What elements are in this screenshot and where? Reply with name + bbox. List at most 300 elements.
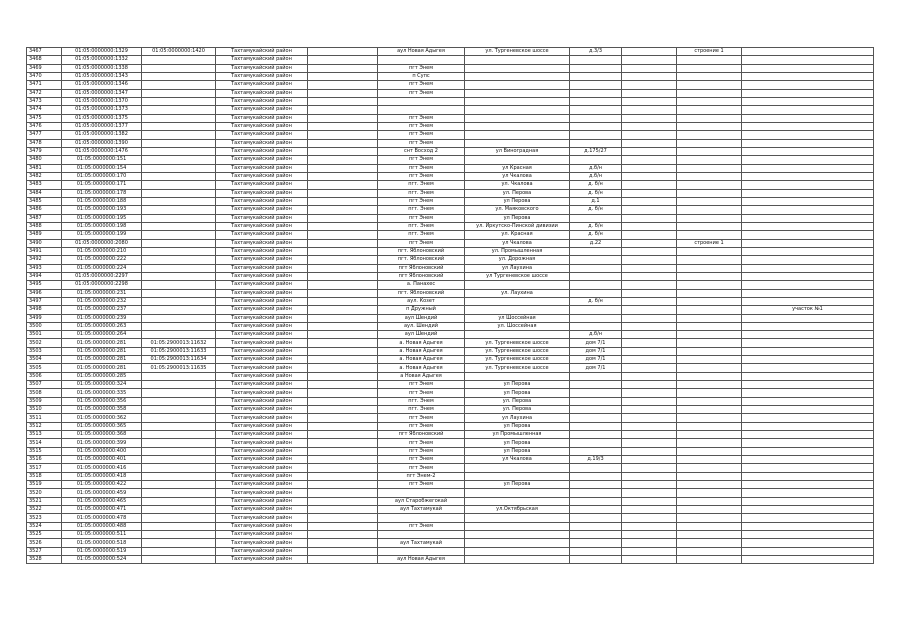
street-cell: ул. Шоссейная	[465, 322, 570, 330]
blank-cell	[622, 189, 677, 197]
row-number-cell: 3468	[27, 56, 62, 64]
street-cell: ул. Иркутско-Пинской дивизии	[465, 222, 570, 230]
cadastral-number-cell: 01:05:0000000:1382	[62, 131, 142, 139]
note-cell	[742, 481, 874, 489]
district-cell: Тахтамукайский район	[216, 64, 308, 72]
table-row	[27, 206, 874, 214]
cadastral-number-cell: 01:05:0000000:416	[62, 464, 142, 472]
row-number-cell: 3516	[27, 456, 62, 464]
settlement-cell: пгт. Яблоновский	[378, 289, 465, 297]
building-cell	[677, 339, 742, 347]
linked-number-cell	[142, 431, 216, 439]
linked-number-cell: 01:05:2900013:11632	[142, 339, 216, 347]
note-cell	[742, 539, 874, 547]
blank-cell	[622, 89, 677, 97]
settlement-cell: снт Восход 2	[378, 147, 465, 155]
house-cell	[570, 264, 622, 272]
house-cell: д. б/н	[570, 189, 622, 197]
linked-number-cell	[142, 331, 216, 339]
blank-cell	[622, 372, 677, 380]
house-cell	[570, 522, 622, 530]
blank-cell	[308, 414, 378, 422]
table-row	[27, 547, 874, 555]
note-cell	[742, 364, 874, 372]
table-row	[27, 431, 874, 439]
table-row	[27, 114, 874, 122]
blank-cell	[308, 281, 378, 289]
linked-number-cell: 01:05:2900013:11635	[142, 364, 216, 372]
settlement-cell: п Супс	[378, 72, 465, 80]
building-cell	[677, 197, 742, 205]
district-cell: Тахтамукайский район	[216, 48, 308, 56]
blank-cell	[308, 197, 378, 205]
table-row	[27, 539, 874, 547]
blank-cell	[308, 522, 378, 530]
street-cell	[465, 556, 570, 564]
street-cell: ул. Дорожная	[465, 256, 570, 264]
table-row	[27, 522, 874, 530]
building-cell	[677, 514, 742, 522]
table-row	[27, 331, 874, 339]
linked-number-cell	[142, 397, 216, 405]
district-cell: Тахтамукайский район	[216, 539, 308, 547]
linked-number-cell	[142, 214, 216, 222]
blank-cell	[308, 214, 378, 222]
table-row	[27, 464, 874, 472]
table-row	[27, 89, 874, 97]
linked-number-cell	[142, 531, 216, 539]
blank-cell	[308, 264, 378, 272]
note-cell	[742, 139, 874, 147]
blank-cell	[308, 464, 378, 472]
district-cell: Тахтамукайский район	[216, 406, 308, 414]
linked-number-cell	[142, 64, 216, 72]
building-cell	[677, 539, 742, 547]
cadastral-number-cell: 01:05:0000000:511	[62, 531, 142, 539]
blank-cell	[622, 139, 677, 147]
street-cell	[465, 306, 570, 314]
street-cell	[465, 531, 570, 539]
linked-number-cell	[142, 264, 216, 272]
cadastral-number-cell: 01:05:0000000:365	[62, 422, 142, 430]
note-cell	[742, 172, 874, 180]
district-cell: Тахтамукайский район	[216, 81, 308, 89]
row-number-cell: 3525	[27, 531, 62, 539]
district-cell: Тахтамукайский район	[216, 556, 308, 564]
cadastral-number-cell: 01:05:0000000:358	[62, 406, 142, 414]
street-cell	[465, 122, 570, 130]
street-cell: ул. Тургеневское шоссе	[465, 339, 570, 347]
blank-cell	[622, 464, 677, 472]
cadastral-number-cell: 01:05:0000000:285	[62, 372, 142, 380]
district-cell: Тахтамукайский район	[216, 256, 308, 264]
blank-cell	[308, 456, 378, 464]
cadastral-number-cell: 01:05:0000000:281	[62, 364, 142, 372]
blank-cell	[308, 256, 378, 264]
row-number-cell: 3515	[27, 447, 62, 455]
row-number-cell: 3520	[27, 489, 62, 497]
note-cell	[742, 439, 874, 447]
blank-cell	[622, 347, 677, 355]
house-cell	[570, 322, 622, 330]
cadastral-number-cell: 01:05:0000000:1346	[62, 81, 142, 89]
blank-cell	[308, 231, 378, 239]
cadastral-number-cell: 01:05:0000000:1377	[62, 122, 142, 130]
house-cell	[570, 397, 622, 405]
blank-cell	[622, 331, 677, 339]
building-cell	[677, 139, 742, 147]
blank-cell	[622, 481, 677, 489]
table-row	[27, 81, 874, 89]
blank-cell	[622, 547, 677, 555]
house-cell: дом 7/1	[570, 356, 622, 364]
settlement-cell: пгт Энем	[378, 89, 465, 97]
note-cell: участок №1	[742, 306, 874, 314]
linked-number-cell	[142, 189, 216, 197]
district-cell: Тахтамукайский район	[216, 139, 308, 147]
cadastral-number-cell: 01:05:0000000:518	[62, 539, 142, 547]
linked-number-cell	[142, 222, 216, 230]
row-number-cell: 3488	[27, 222, 62, 230]
street-cell	[465, 156, 570, 164]
blank-cell	[622, 206, 677, 214]
cadastral-number-cell: 01:05:0000000:281	[62, 356, 142, 364]
cadastral-number-cell: 01:05:0000000:151	[62, 156, 142, 164]
blank-cell	[622, 147, 677, 155]
building-cell: строение 1	[677, 239, 742, 247]
linked-number-cell	[142, 306, 216, 314]
blank-cell	[308, 531, 378, 539]
table-row	[27, 256, 874, 264]
street-cell: ул. Красная	[465, 231, 570, 239]
settlement-cell	[378, 547, 465, 555]
note-cell	[742, 81, 874, 89]
settlement-cell	[378, 97, 465, 105]
settlement-cell: пгт Энем-2	[378, 472, 465, 480]
street-cell	[465, 331, 570, 339]
blank-cell	[308, 181, 378, 189]
building-cell	[677, 347, 742, 355]
row-number-cell: 3480	[27, 156, 62, 164]
linked-number-cell	[142, 514, 216, 522]
house-cell: д.3/3	[570, 48, 622, 56]
district-cell: Тахтамукайский район	[216, 464, 308, 472]
row-number-cell: 3483	[27, 181, 62, 189]
linked-number-cell	[142, 497, 216, 505]
cadastral-number-cell: 01:05:0000000:1390	[62, 139, 142, 147]
note-cell	[742, 556, 874, 564]
blank-cell	[622, 214, 677, 222]
house-cell	[570, 106, 622, 114]
house-cell: д.22	[570, 239, 622, 247]
house-cell	[570, 272, 622, 280]
table-row	[27, 222, 874, 230]
linked-number-cell: 01:05:2900013:11633	[142, 347, 216, 355]
street-cell	[465, 372, 570, 380]
blank-cell	[308, 331, 378, 339]
house-cell	[570, 422, 622, 430]
district-cell: Тахтамукайский район	[216, 381, 308, 389]
blank-cell	[622, 306, 677, 314]
blank-cell	[622, 497, 677, 505]
row-number-cell: 3499	[27, 314, 62, 322]
settlement-cell: пгт Энем	[378, 122, 465, 130]
blank-cell	[308, 539, 378, 547]
blank-cell	[622, 247, 677, 255]
building-cell	[677, 506, 742, 514]
linked-number-cell	[142, 456, 216, 464]
linked-number-cell	[142, 472, 216, 480]
street-cell: ул. Перова	[465, 397, 570, 405]
house-cell	[570, 97, 622, 105]
building-cell	[677, 556, 742, 564]
note-cell	[742, 522, 874, 530]
row-number-cell: 3501	[27, 331, 62, 339]
table-row	[27, 281, 874, 289]
note-cell	[742, 514, 874, 522]
settlement-cell: пгт. Энем	[378, 206, 465, 214]
row-number-cell: 3498	[27, 306, 62, 314]
settlement-cell	[378, 106, 465, 114]
table-row	[27, 139, 874, 147]
street-cell: ул Перова	[465, 197, 570, 205]
cadastral-number-cell: 01:05:0000000:478	[62, 514, 142, 522]
settlement-cell: аул Шендий	[378, 314, 465, 322]
blank-cell	[622, 172, 677, 180]
table-row	[27, 48, 874, 56]
table-row	[27, 97, 874, 105]
settlement-cell: пгт Энем	[378, 164, 465, 172]
cadastral-number-cell: 01:05:0000000:154	[62, 164, 142, 172]
row-number-cell: 3518	[27, 472, 62, 480]
table-body	[27, 48, 874, 564]
table-row	[27, 72, 874, 80]
linked-number-cell	[142, 314, 216, 322]
blank-cell	[308, 89, 378, 97]
row-number-cell: 3481	[27, 164, 62, 172]
house-cell	[570, 547, 622, 555]
linked-number-cell	[142, 122, 216, 130]
settlement-cell	[378, 56, 465, 64]
street-cell: ул Перова	[465, 422, 570, 430]
street-cell: ул. Лаухина	[465, 289, 570, 297]
building-cell	[677, 89, 742, 97]
blank-cell	[308, 48, 378, 56]
table-row	[27, 56, 874, 64]
note-cell	[742, 272, 874, 280]
house-cell	[570, 72, 622, 80]
blank-cell	[622, 222, 677, 230]
cadastral-number-cell: 01:05:0000000:193	[62, 206, 142, 214]
note-cell	[742, 56, 874, 64]
table-row	[27, 372, 874, 380]
blank-cell	[308, 497, 378, 505]
note-cell	[742, 189, 874, 197]
blank-cell	[622, 239, 677, 247]
street-cell	[465, 472, 570, 480]
building-cell	[677, 406, 742, 414]
settlement-cell: аул Шендий	[378, 331, 465, 339]
settlement-cell: пгт Энем	[378, 439, 465, 447]
building-cell	[677, 531, 742, 539]
street-cell	[465, 114, 570, 122]
blank-cell	[622, 322, 677, 330]
house-cell: дом 7/1	[570, 364, 622, 372]
settlement-cell: аул Старобжегокай	[378, 497, 465, 505]
building-cell	[677, 156, 742, 164]
settlement-cell: пгт. Энем	[378, 189, 465, 197]
table-row	[27, 364, 874, 372]
blank-cell	[622, 106, 677, 114]
blank-cell	[308, 272, 378, 280]
building-cell	[677, 147, 742, 155]
street-cell: ул Тургеневское шоссе	[465, 272, 570, 280]
blank-cell	[308, 381, 378, 389]
linked-number-cell: 01:05:0000000:1420	[142, 48, 216, 56]
building-cell	[677, 214, 742, 222]
blank-cell	[622, 231, 677, 239]
building-cell	[677, 231, 742, 239]
blank-cell	[622, 506, 677, 514]
table-row	[27, 339, 874, 347]
row-number-cell: 3524	[27, 522, 62, 530]
linked-number-cell	[142, 206, 216, 214]
blank-cell	[622, 131, 677, 139]
row-number-cell: 3522	[27, 506, 62, 514]
note-cell	[742, 372, 874, 380]
row-number-cell: 3505	[27, 364, 62, 372]
blank-cell	[308, 147, 378, 155]
table-row	[27, 514, 874, 522]
street-cell: ул Чкалова	[465, 456, 570, 464]
building-cell	[677, 256, 742, 264]
blank-cell	[308, 447, 378, 455]
building-cell	[677, 306, 742, 314]
blank-cell	[622, 456, 677, 464]
house-cell	[570, 431, 622, 439]
blank-cell	[308, 297, 378, 305]
settlement-cell: пгт Энем	[378, 172, 465, 180]
settlement-cell: пгт Энем	[378, 139, 465, 147]
note-cell	[742, 264, 874, 272]
building-cell	[677, 431, 742, 439]
house-cell	[570, 406, 622, 414]
table-row	[27, 106, 874, 114]
building-cell	[677, 447, 742, 455]
row-number-cell: 3503	[27, 347, 62, 355]
house-cell	[570, 531, 622, 539]
note-cell	[742, 181, 874, 189]
blank-cell	[308, 114, 378, 122]
note-cell	[742, 247, 874, 255]
table-row	[27, 289, 874, 297]
row-number-cell: 3510	[27, 406, 62, 414]
linked-number-cell	[142, 547, 216, 555]
linked-number-cell	[142, 281, 216, 289]
settlement-cell: пгт Энем	[378, 131, 465, 139]
linked-number-cell	[142, 181, 216, 189]
blank-cell	[308, 547, 378, 555]
linked-number-cell	[142, 464, 216, 472]
district-cell: Тахтамукайский район	[216, 131, 308, 139]
street-cell: ул Чкалова	[465, 239, 570, 247]
row-number-cell: 3482	[27, 172, 62, 180]
building-cell	[677, 522, 742, 530]
table-row	[27, 197, 874, 205]
note-cell	[742, 297, 874, 305]
linked-number-cell	[142, 447, 216, 455]
table-row	[27, 556, 874, 564]
table-row	[27, 306, 874, 314]
house-cell: д. б/н	[570, 231, 622, 239]
blank-cell	[622, 514, 677, 522]
street-cell	[465, 56, 570, 64]
street-cell	[465, 464, 570, 472]
blank-cell	[622, 114, 677, 122]
blank-cell	[308, 222, 378, 230]
row-number-cell: 3478	[27, 139, 62, 147]
blank-cell	[622, 81, 677, 89]
table-row	[27, 131, 874, 139]
street-cell: ул. Перова	[465, 189, 570, 197]
row-number-cell: 3502	[27, 339, 62, 347]
linked-number-cell	[142, 272, 216, 280]
linked-number-cell	[142, 164, 216, 172]
district-cell: Тахтамукайский район	[216, 197, 308, 205]
row-number-cell: 3506	[27, 372, 62, 380]
row-number-cell: 3500	[27, 322, 62, 330]
house-cell	[570, 414, 622, 422]
blank-cell	[622, 56, 677, 64]
district-cell: Тахтамукайский район	[216, 264, 308, 272]
building-cell	[677, 314, 742, 322]
table-row	[27, 489, 874, 497]
cadastral-number-cell: 01:05:0000000:400	[62, 447, 142, 455]
table-row	[27, 189, 874, 197]
street-cell: ул. Тургеневское шоссе	[465, 364, 570, 372]
table-row	[27, 531, 874, 539]
note-cell	[742, 64, 874, 72]
blank-cell	[622, 447, 677, 455]
linked-number-cell	[142, 372, 216, 380]
note-cell	[742, 289, 874, 297]
cadastral-number-cell: 01:05:0000000:170	[62, 172, 142, 180]
blank-cell	[308, 122, 378, 130]
settlement-cell: пгт. Яблоновский	[378, 256, 465, 264]
settlement-cell: аул. Шендий	[378, 322, 465, 330]
house-cell	[570, 56, 622, 64]
building-cell	[677, 264, 742, 272]
linked-number-cell	[142, 106, 216, 114]
building-cell	[677, 206, 742, 214]
street-cell: ул Виноградная	[465, 147, 570, 155]
district-cell: Тахтамукайский район	[216, 514, 308, 522]
cadastral-number-cell: 01:05:0000000:471	[62, 506, 142, 514]
note-cell	[742, 406, 874, 414]
linked-number-cell	[142, 172, 216, 180]
linked-number-cell	[142, 247, 216, 255]
row-number-cell: 3507	[27, 381, 62, 389]
district-cell: Тахтамукайский район	[216, 72, 308, 80]
cadastral-number-cell: 01:05:0000000:210	[62, 247, 142, 255]
blank-cell	[308, 164, 378, 172]
note-cell	[742, 472, 874, 480]
settlement-cell: пгт Энем	[378, 422, 465, 430]
linked-number-cell	[142, 81, 216, 89]
blank-cell	[622, 297, 677, 305]
linked-number-cell	[142, 197, 216, 205]
linked-number-cell	[142, 297, 216, 305]
